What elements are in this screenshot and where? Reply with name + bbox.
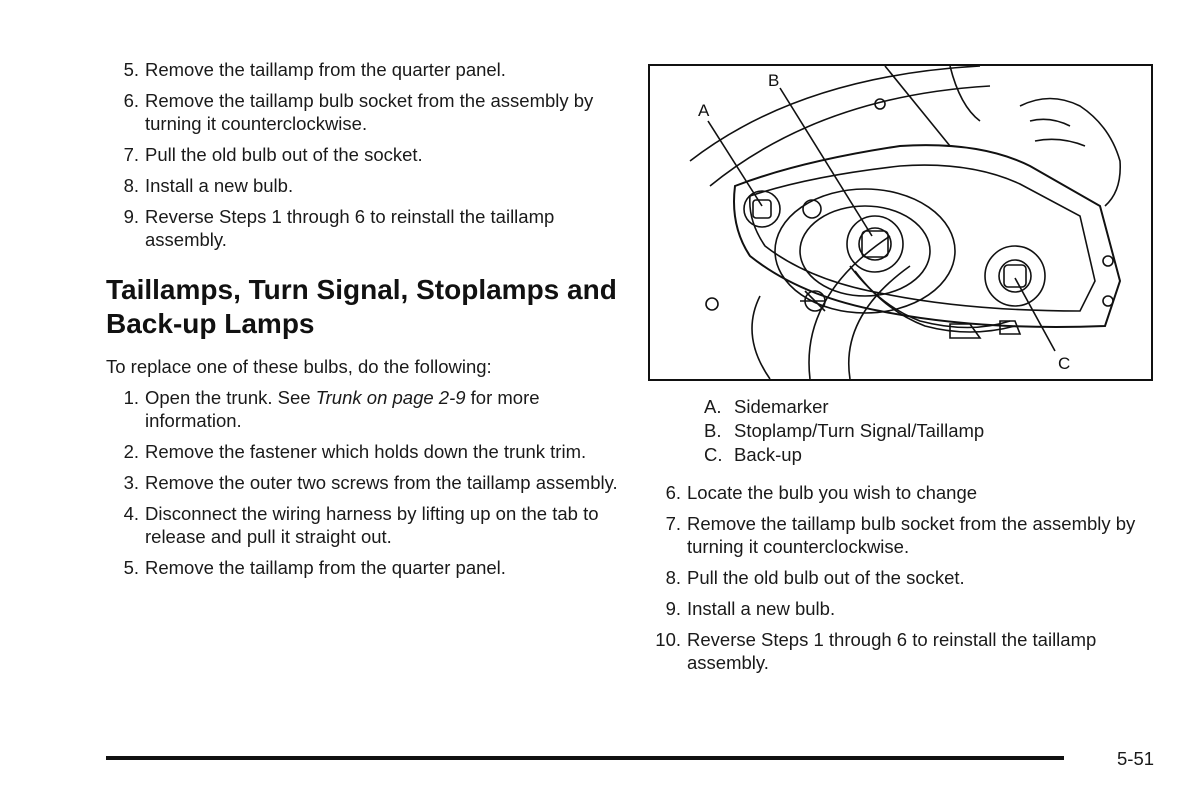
list-item: 2. Remove the fastener which holds down the trunk trim. [123, 441, 587, 462]
footer-rule [106, 756, 1064, 760]
list-item: 5. Remove the taillamp from the quarter panel. [123, 557, 506, 578]
page-number: 5-51 [1117, 748, 1155, 769]
taillamp-diagram [648, 64, 1153, 381]
figure-legend [704, 395, 1173, 467]
list-item: 1. Open the trunk. See Trunk on page 2-9 for more information. [123, 387, 540, 431]
list-item: 5. Remove the taillamp from the quarter panel. [123, 59, 506, 80]
step-list-right [648, 481, 1173, 674]
list-item: 8. Pull the old bulb out of the socket. [665, 567, 965, 588]
list-item: 6. Remove the taillamp bulb socket from the assembly by turning it counterclockwise. [123, 90, 594, 134]
callout-b: B [768, 71, 780, 90]
list-item: 7. Pull the old bulb out of the socket. [123, 144, 423, 165]
list-item: 8. Install a new bulb. [123, 175, 294, 196]
right-column [648, 64, 1173, 682]
list-item: 10. Reverse Steps 1 through 6 to reinstall the taillamp assembly. [655, 629, 1097, 673]
section-heading: Taillamps, Turn Signal, Stoplamps and Back-up Lamps [106, 274, 617, 339]
step-list [106, 386, 626, 579]
list-item: 3. Remove the outer two screws from the taillamp assembly. [123, 472, 618, 493]
section-intro: To replace one of these bulbs, do the following: [106, 356, 492, 377]
list-item: 6. Locate the bulb you wish to change [665, 482, 978, 503]
taillamp-illustration [650, 66, 1151, 379]
list-item: 4. Disconnect the wiring harness by lifting up on the tab to release and pull it straight out. [123, 503, 599, 547]
callout-c: C [1058, 354, 1071, 373]
list-item: 7. Remove the taillamp bulb socket from the assembly by turning it counterclockwise. [665, 513, 1136, 557]
callout-a: A [698, 101, 710, 120]
step-list-continued [106, 58, 626, 251]
left-column [106, 58, 626, 587]
legend-item: C. Back-up [704, 444, 802, 465]
cross-reference-link[interactable]: Trunk on page 2-9 [315, 387, 466, 408]
legend-item: B. Stoplamp/Turn Signal/Taillamp [704, 420, 985, 441]
list-item: 9. Reverse Steps 1 through 6 to reinstall the taillamp assembly. [123, 206, 555, 250]
legend-item: A. Sidemarker [704, 396, 829, 417]
list-item: 9. Install a new bulb. [665, 598, 836, 619]
